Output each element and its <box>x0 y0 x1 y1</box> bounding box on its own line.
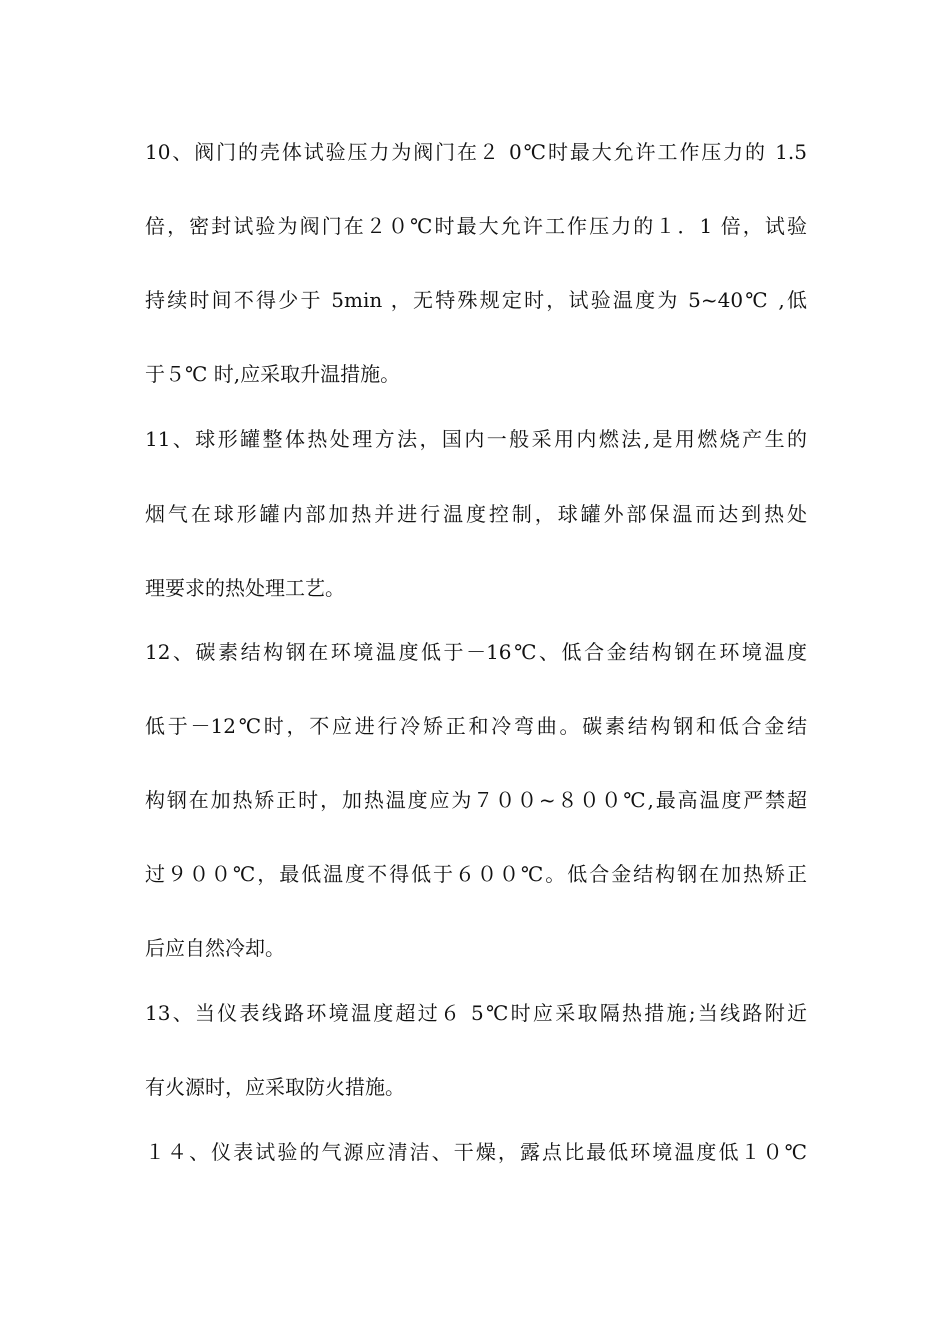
paragraph-14-line-1: １４、仪表试验的气源应清洁、干燥，露点比最低环境温度低１０℃ <box>145 1140 807 1164</box>
paragraph-12-line-5: 后应自然冷却。 <box>145 936 285 960</box>
paragraph-10-line-2: 倍，密封试验为阀门在２０℃时最大允许工作压力的１．1 倍，试验 <box>145 214 807 238</box>
paragraph-12-line-2: 低于－12℃时，不应进行冷矫正和冷弯曲。碳素结构钢和低合金结 <box>145 714 807 738</box>
paragraph-12-line-1: 12、碳素结构钢在环境温度低于－16℃、低合金结构钢在环境温度 <box>145 640 807 664</box>
paragraph-13-line-2: 有火源时，应采取防火措施。 <box>145 1075 405 1099</box>
paragraph-11-line-3: 理要求的热处理工艺。 <box>145 576 345 600</box>
paragraph-10-line-1: 10、阀门的壳体试验压力为阀门在２ 0℃时最大允许工作压力的 1.5 <box>145 140 807 164</box>
paragraph-11-line-2: 烟气在球形罐内部加热并进行温度控制，球罐外部保温而达到热处 <box>145 502 807 526</box>
paragraph-12-line-3: 构钢在加热矫正时，加热温度应为７００~８００℃,最高温度严禁超 <box>145 788 807 812</box>
paragraph-10-line-3: 持续时间不得少于 5min ，无特殊规定时，试验温度为 5~40℃ ,低 <box>145 288 807 312</box>
paragraph-10-line-4: 于５℃ 时,应采取升温措施。 <box>145 362 401 386</box>
paragraph-11-line-1: 11、球形罐整体热处理方法，国内一般采用内燃法,是用燃烧产生的 <box>145 427 807 451</box>
paragraph-13-line-1: 13、当仪表线路环境温度超过６ 5℃时应采取隔热措施;当线路附近 <box>145 1001 807 1025</box>
paragraph-12-line-4: 过９００℃，最低温度不得低于６００℃。低合金结构钢在加热矫正 <box>145 862 807 886</box>
